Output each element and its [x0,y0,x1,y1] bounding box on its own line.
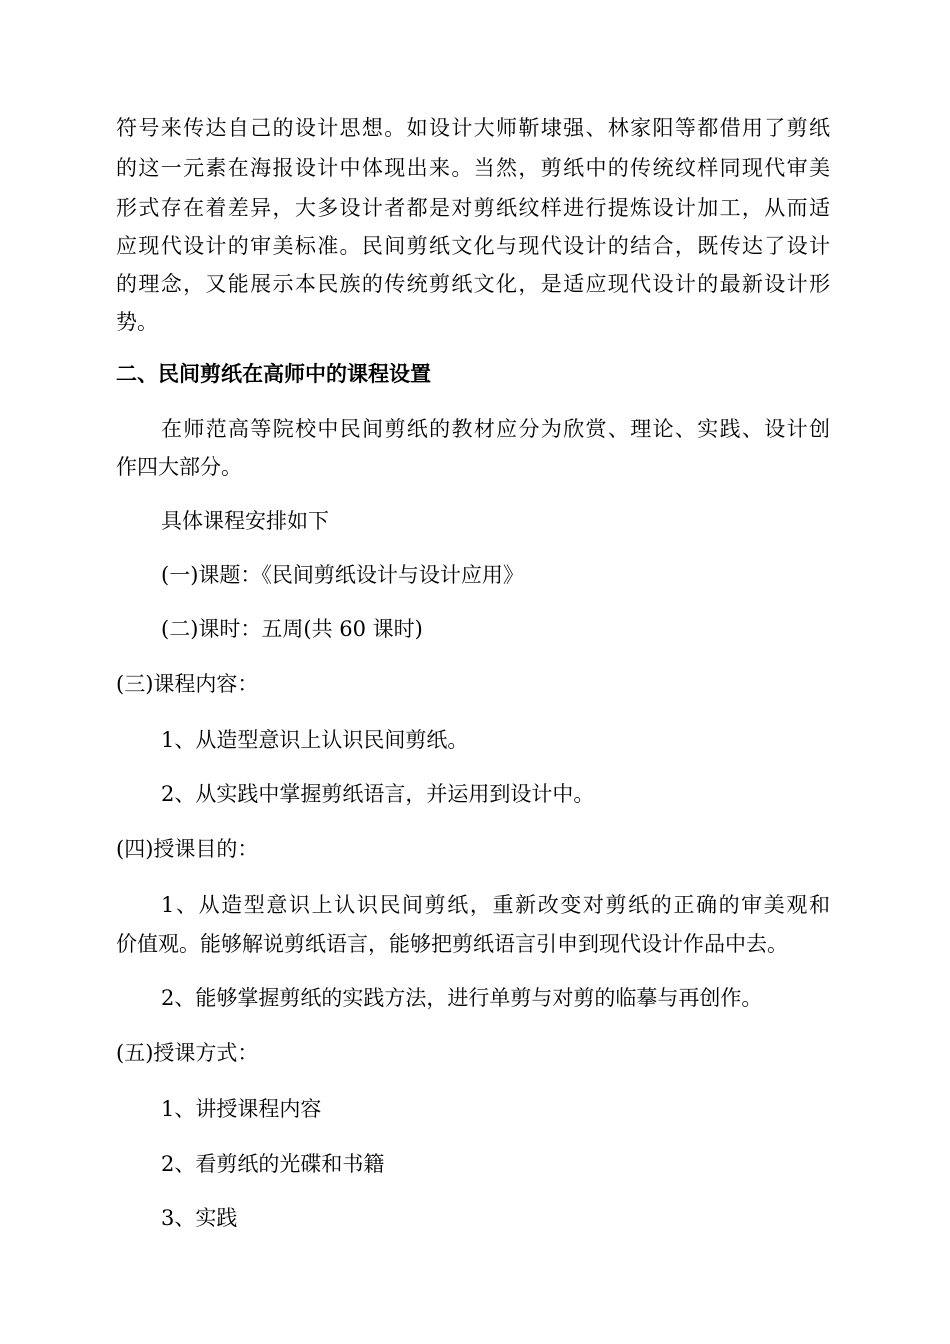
schedule-intro: 具体课程安排如下 [161,509,329,533]
paragraph-line: 的这一元素在海报设计中体现出来。当然，剪纸中的传统纹样同现代审美 [116,156,830,180]
subsection-heading: (四)授课目的： [116,837,259,861]
paragraph-line: 势。 [116,310,158,334]
course-hours: (二)课时：五周(共 60 课时) [161,617,423,641]
course-topic: (一)课题：《民间剪纸设计与设计应用》 [161,563,524,587]
subsection-heading: (三)课程内容： [116,672,259,696]
paragraph-line: 形式存在着差异，大多设计者都是对剪纸纹样进行提炼设计加工，从而适 [116,196,830,220]
list-item: 3、实践 [161,1206,238,1230]
paragraph-line: 的理念，又能展示本民族的传统剪纸文化，是适应现代设计的最新设计形 [116,272,830,296]
paragraph-line: 作四大部分。 [116,455,242,479]
list-item: 2、能够掌握剪纸的实践方法，进行单剪与对剪的临摹与再创作。 [161,986,763,1010]
list-item: 1、从造型意识上认识民间剪纸。 [161,728,469,752]
list-item: 2、看剪纸的光碟和书籍 [161,1152,385,1176]
list-item: 1、讲授课程内容 [161,1097,322,1121]
section-heading: 二、民间剪纸在高师中的课程设置 [116,362,431,386]
paragraph-line: 符号来传达自己的设计思想。如设计大师靳埭强、林家阳等都借用了剪纸 [116,116,830,140]
paragraph-line: 应现代设计的审美标准。民间剪纸文化与现代设计的结合，既传达了设计 [116,234,830,258]
subsection-heading: (五)授课方式： [116,1041,259,1065]
list-item: 2、从实践中掌握剪纸语言，并运用到设计中。 [161,782,595,806]
paragraph-line: 在师范高等院校中民间剪纸的教材应分为欣赏、理论、实践、设计创 [161,417,830,441]
list-item: 1、从造型意识上认识民间剪纸，重新改变对剪纸的正确的审美观和 [161,893,830,917]
list-item-continuation: 价值观。能够解说剪纸语言，能够把剪纸语言引申到现代设计作品中去。 [116,932,788,956]
